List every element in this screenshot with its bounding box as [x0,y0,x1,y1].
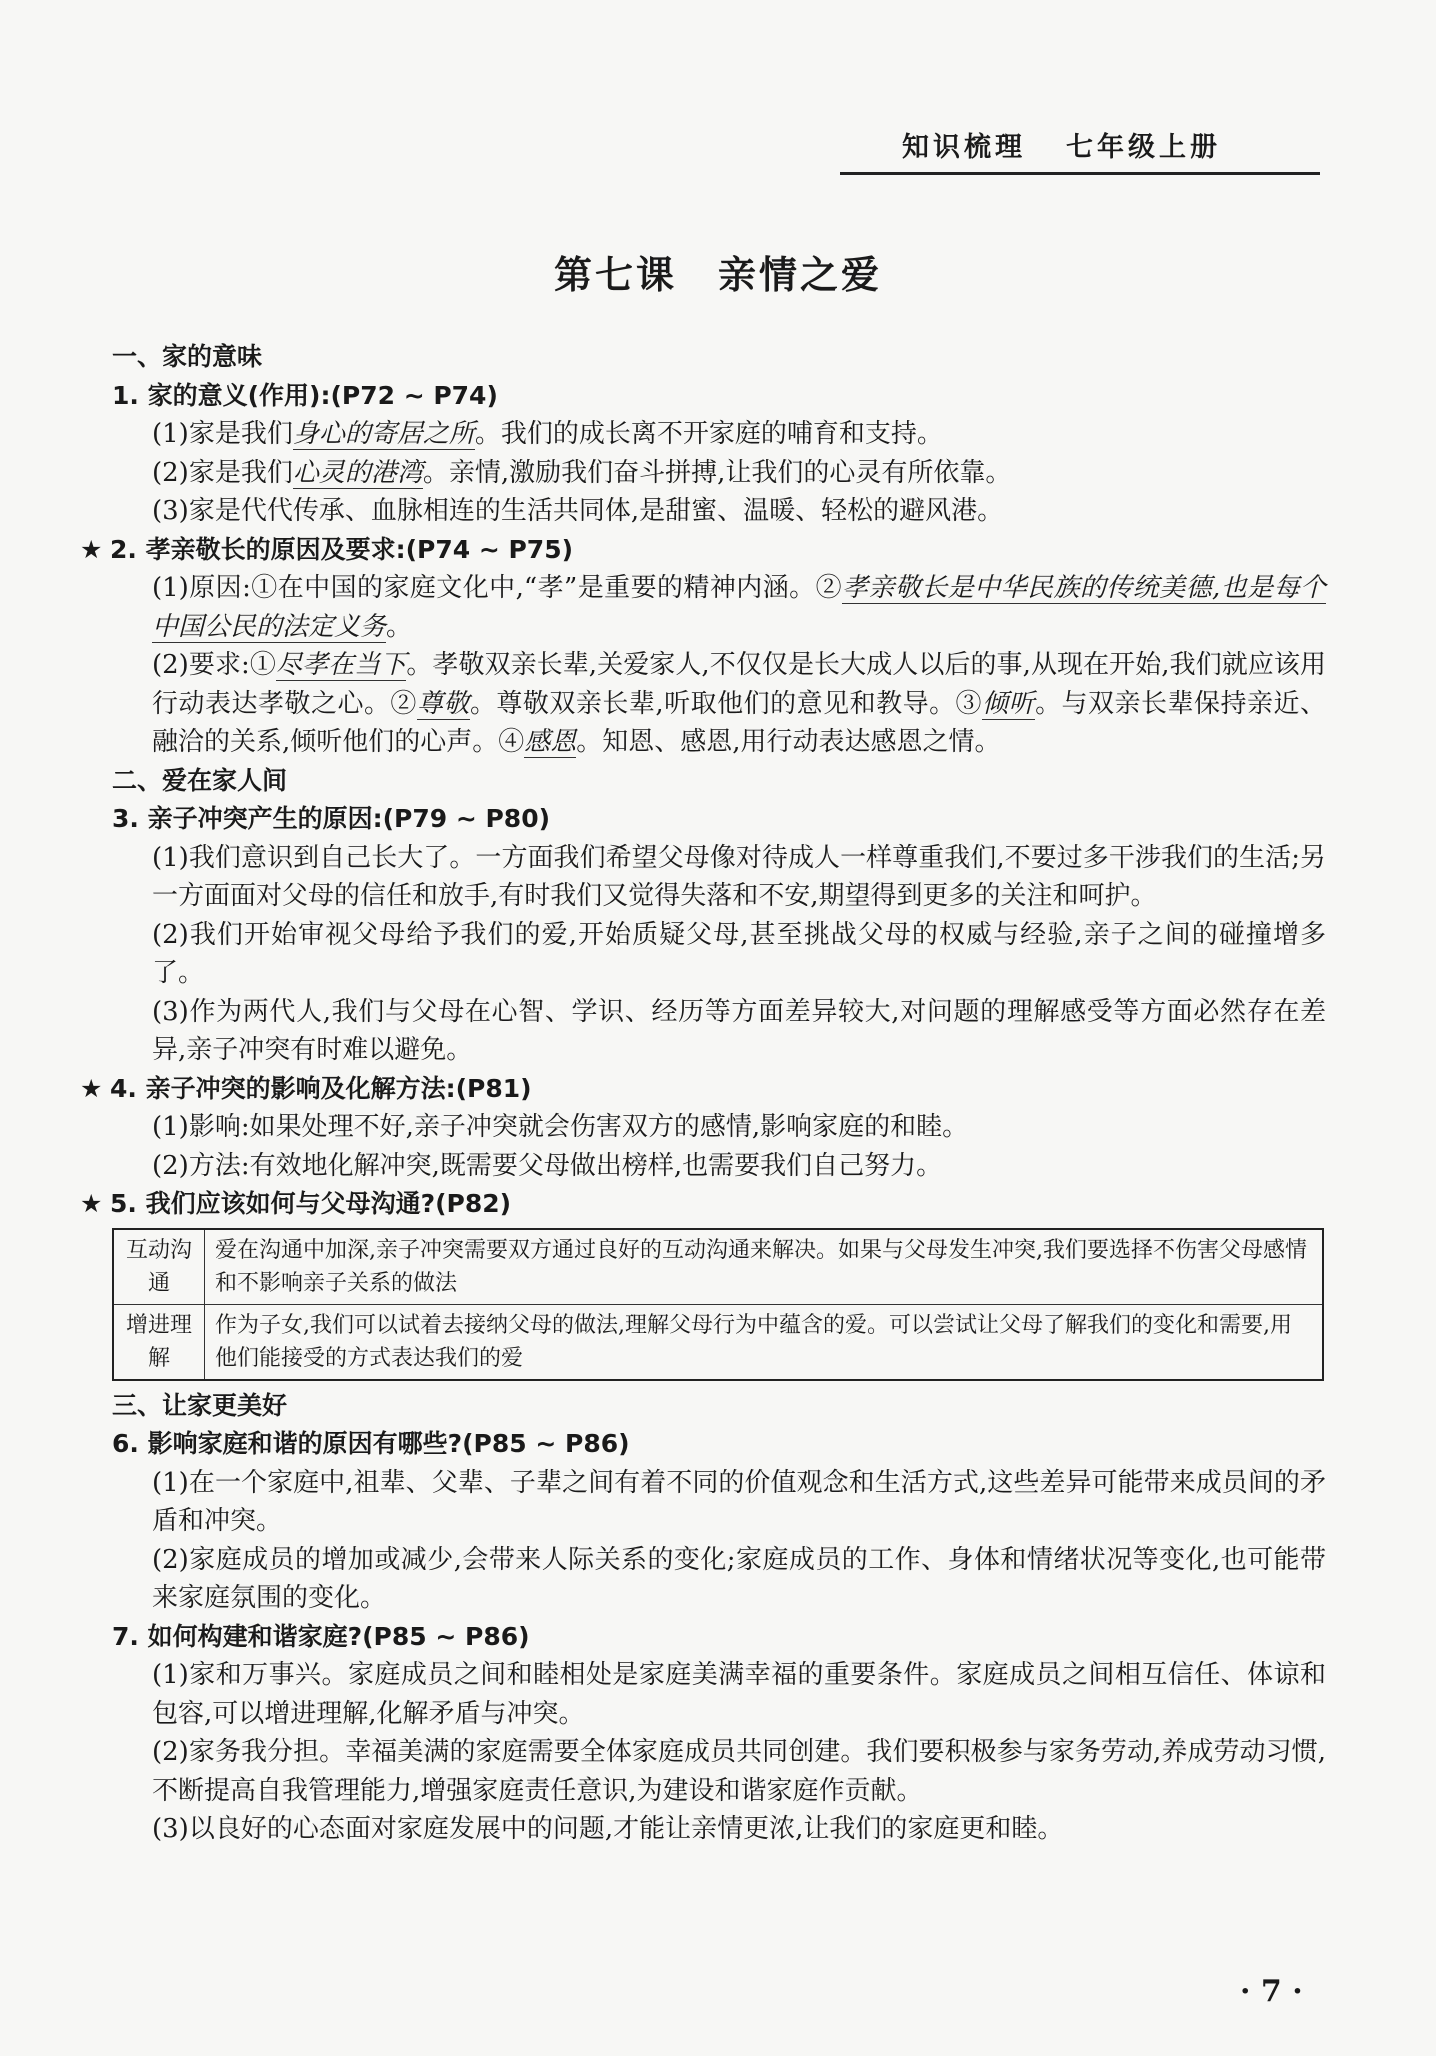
item-heading: 1. 家的意义(作用):(P72 ~ P74) [112,380,498,410]
paragraph: (2)家庭成员的增加或减少,会带来人际关系的变化;家庭成员的工作、身体和情绪状况等变化,也可能带来家庭氛围的变化。 [152,1544,1326,1613]
paragraph [112,415,1326,454]
star-icon: ★ [80,534,103,564]
header-tag-grade: 七年级上册 [1066,132,1221,163]
paragraph: (2)家务我分担。幸福美满的家庭需要全体家庭成员共同创建。我们要积极参与家务劳动,养成劳动习惯,不断提高自我管理能力,增强家庭责任意识,为建设和谐家庭作贡献。 [152,1737,1326,1806]
star-icon: ★ [80,1189,103,1218]
table-cell-key: 互动沟通 [113,1229,205,1305]
item-heading: 6. 影响家庭和谐的原因有哪些?(P85 ~ P86) [112,1429,630,1458]
item-heading [80,1070,1326,1109]
paragraph: (3)以良好的心态面对家庭发展中的问题,才能让亲情更浓,让我们的家庭更和睦。 [152,1814,1064,1844]
text: 5. 我们应该如何与父母沟通?(P82) [110,1189,512,1218]
paragraph: (1)我们意识到自己长大了。一方面我们希望父母像对待成人一样尊重我们,不要过多干涉我们的生活;另一方面面对父母的信任和放手,有时我们又觉得失落和不安,期望得到更多的关注和呵护。 [152,842,1326,911]
paragraph: (3)作为两代人,我们与父母在心智、学识、经历等方面差异较大,对问题的理解感受等方面必然存在差异,亲子冲突有时难以避免。 [152,996,1326,1065]
star-icon: ★ [80,1073,103,1103]
text: 。孝敬双亲长辈,关爱家人,不仅仅是长大成人以后的事,从现在开始,我们就应该用行动表达孝敬之心。② [152,650,1326,719]
item-heading: 7. 如何构建和谐家庭?(P85 ~ P86) [112,1621,530,1651]
paragraph [112,454,1326,493]
paragraph: (1)影响:如果处理不好,亲子冲突就会伤害双方的感情,影响家庭的和睦。 [152,1112,969,1142]
key-phrase: 尽孝在当下 [275,650,407,680]
table-row [113,1229,1323,1305]
page-number: · 7 · [1240,1974,1303,2009]
text: (1)原因:①在中国的家庭文化中,“孝”是重要的精神内涵。② [152,573,843,603]
text: (1)家是我们 [152,419,293,449]
paragraph: (2)我们开始审视父母给予我们的爱,开始质疑父母,甚至挑战父母的权威与经验,亲子之间的碰撞增多了。 [152,919,1326,988]
communication-table [112,1228,1324,1381]
table-cell-key: 增进理解 [113,1304,205,1380]
table-row [113,1304,1323,1380]
table-cell-value: 爱在沟通中加深,亲子冲突需要双方通过良好的互动沟通来解决。如果与父母发生冲突,我们要选择不伤害父母感情和不影响亲子关系的做法 [205,1229,1324,1305]
paragraph: (2)方法:有效地化解冲突,既需要父母做出榜样,也需要我们自己努力。 [152,1150,943,1181]
paragraph: (1)在一个家庭中,祖辈、父辈、子辈之间有着不同的价值观念和生活方式,这些差异可能带来成员间的矛盾和冲突。 [152,1467,1326,1536]
text: (2)要求:① [152,650,276,680]
section-heading: 三、让家更美好 [112,1390,288,1420]
key-phrase: 尊敬 [416,688,470,719]
text: 。与双亲长辈保持亲近、融洽的关系,倾听他们的心声。④ [152,688,1326,757]
text: 。亲情,激励我们奋斗拼搏,让我们的心灵有所依靠。 [422,457,1012,488]
item-heading: 3. 亲子冲突产生的原因:(P79 ~ P80) [112,804,551,833]
text: (2)家是我们 [152,457,293,488]
paragraph: (1)家和万事兴。家庭成员之间和睦相处是家庭美满幸福的重要条件。家庭成员之间相互信任、体谅和包容,可以增进理解,化解矛盾与冲突。 [152,1660,1326,1729]
text: 2. 孝亲敬长的原因及要求:(P74 ~ P75) [110,534,574,564]
key-phrase: 孝亲敬长是中华民族的传统美德,也是每个中国公民的法定义务 [152,573,1326,642]
paragraph: (3)家是代代传承、血脉相连的生活共同体,是甜蜜、温暖、轻松的避风港。 [152,496,1004,526]
text: 。尊敬双亲长辈,听取他们的意见和教导。③ [469,688,983,719]
page-title: 第七课 亲情之爱 [553,252,882,297]
section-heading: 一、家的意味 [112,342,263,371]
key-phrase: 心灵的港湾 [292,457,423,488]
text: 4. 亲子冲突的影响及化解方法:(P81) [110,1073,532,1103]
paragraph [112,569,1326,646]
section-heading: 二、爱在家人间 [112,765,288,795]
table-cell-value: 作为子女,我们可以试着去接纳父母的做法,理解父母行为中蕴含的爱。可以尝试让父母了解我们的变化和需要,用他们能接受的方式表达我们的爱 [205,1304,1324,1380]
key-phrase: 感恩 [524,727,577,757]
content [80,338,1326,1849]
item-heading [80,1185,1326,1224]
key-phrase: 倾听 [982,688,1036,719]
header-tag-knowledge: 知识梳理 [902,132,1026,163]
text: 。 [386,611,413,642]
page-header [840,128,1320,175]
text: 。我们的成长离不开家庭的哺育和支持。 [474,419,943,449]
key-phrase: 身心的寄居之所 [292,419,475,449]
paragraph [112,646,1326,762]
text: 。知恩、感恩,用行动表达感恩之情。 [576,727,1001,757]
item-heading [80,531,1326,570]
